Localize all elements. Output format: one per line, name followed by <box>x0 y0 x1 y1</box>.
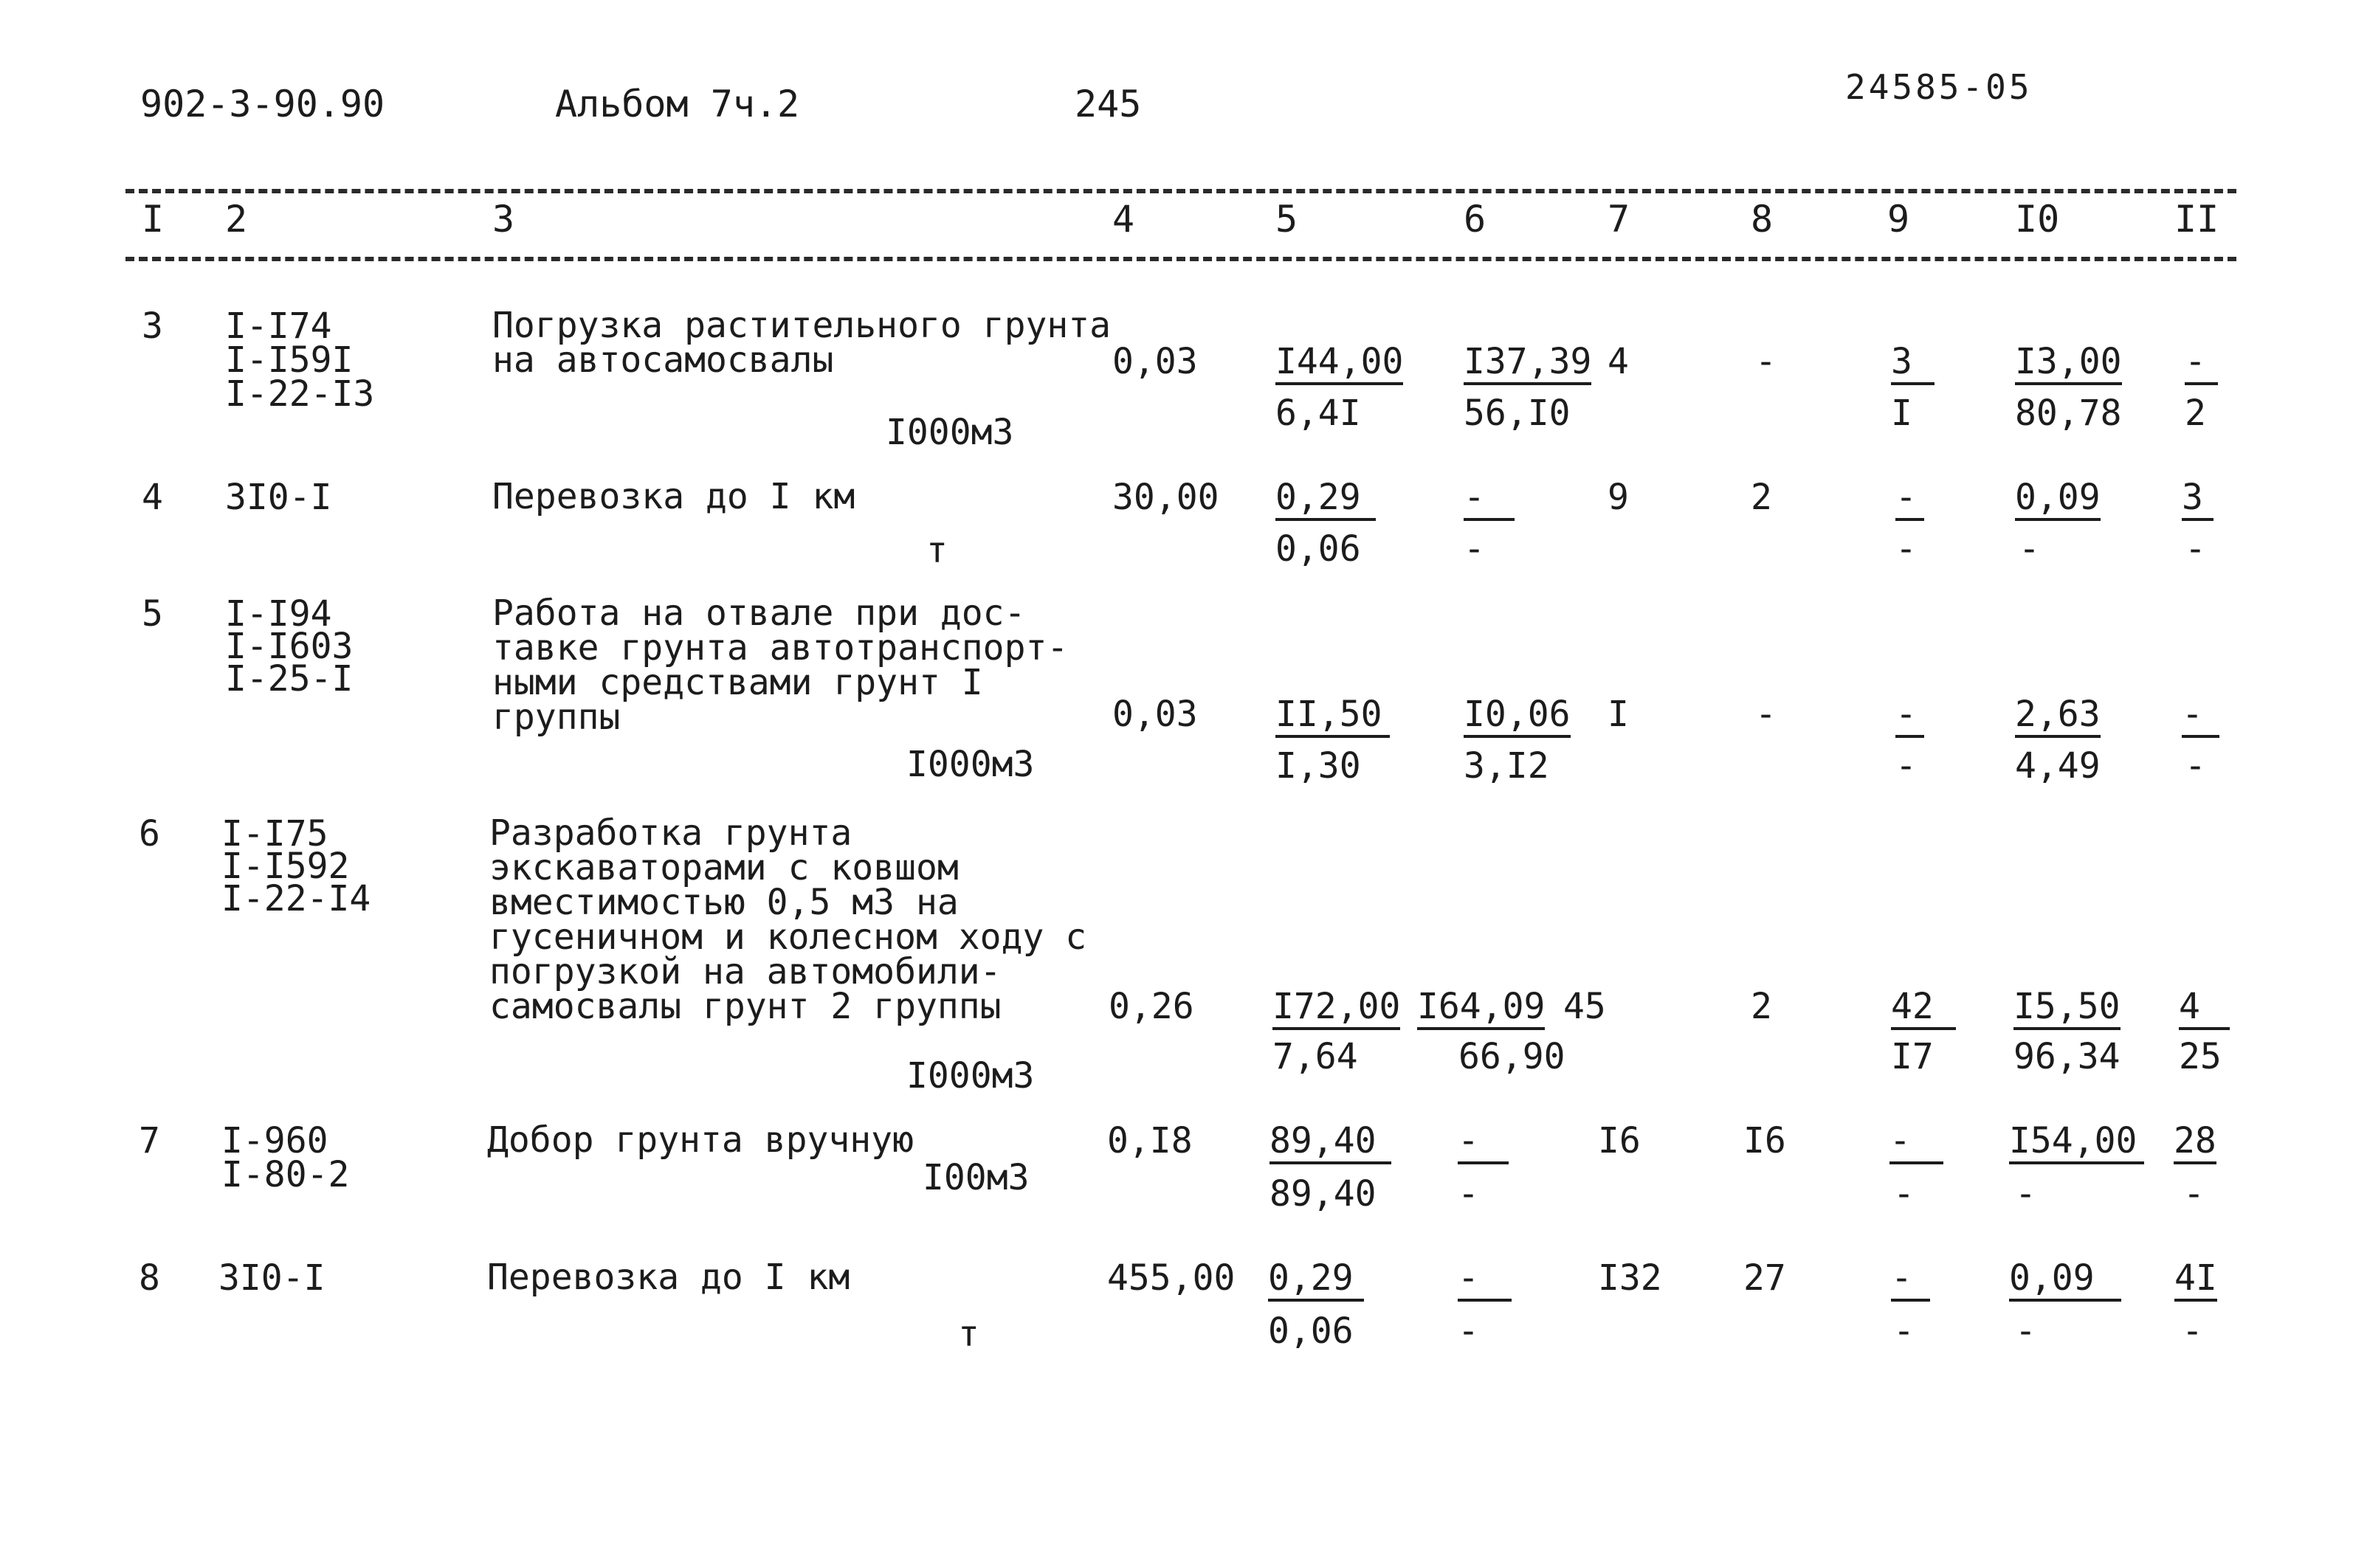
c11-bottom: - <box>2183 1173 2205 1215</box>
c10-bottom: - <box>2015 1173 2036 1215</box>
c10-bottom: - <box>2015 1310 2036 1352</box>
col-header-10: I0 <box>2015 198 2060 241</box>
c5-bottom: 89,40 <box>1269 1173 1377 1215</box>
c5-bottom: 0,06 <box>1268 1310 1354 1352</box>
c9-bottom: I7 <box>1891 1036 1934 1077</box>
col-header-5: 5 <box>1275 198 1298 241</box>
row-number: 7 <box>139 1120 160 1161</box>
c11-top: 28 <box>2174 1123 2216 1164</box>
c8: - <box>1755 341 1777 382</box>
norm-code: 3I0-I <box>218 1257 325 1299</box>
work-description: Добор грунта вручную <box>487 1119 914 1161</box>
c5-top: 0,29 <box>1268 1260 1364 1302</box>
work-description: группы <box>492 697 621 738</box>
c11-top: 3 <box>2182 480 2214 521</box>
work-description: Перевозка до I км <box>492 476 855 517</box>
c11-bottom: 25 <box>2179 1036 2222 1077</box>
col-header-11: II <box>2174 198 2219 241</box>
c10-bottom: 96,34 <box>2013 1036 2121 1077</box>
c11-bottom: - <box>2185 745 2206 787</box>
work-description: вместимостью 0,5 м3 на <box>489 882 959 923</box>
unit: т <box>958 1313 979 1355</box>
c11-top: - <box>2185 344 2218 385</box>
unit: I000м3 <box>906 1055 1035 1096</box>
work-description: экскаваторами с ковшом <box>489 847 959 888</box>
c5-top: 0,29 <box>1275 480 1376 521</box>
row-number: 8 <box>139 1257 160 1299</box>
quantity: 0,03 <box>1112 341 1198 382</box>
work-description: ными средствами грунт I <box>492 662 983 703</box>
unit: т <box>926 530 948 571</box>
c11-top: 4I <box>2174 1260 2217 1302</box>
col-header-2: 2 <box>225 198 248 241</box>
c9-top: 3 <box>1891 344 1935 385</box>
unit: I000м3 <box>906 744 1035 785</box>
c7: I <box>1608 694 1629 735</box>
col-header-7: 7 <box>1608 198 1630 241</box>
quantity: 30,00 <box>1112 477 1219 518</box>
norm-code: I-I59I <box>225 339 354 381</box>
c5-bottom: I,30 <box>1275 745 1361 787</box>
c8: - <box>1755 694 1777 735</box>
c5-bottom: 6,4I <box>1275 393 1361 434</box>
c9-top: 42 <box>1891 989 1956 1030</box>
work-description: тавке грунта автотранспорт- <box>492 627 1069 669</box>
norm-code: I-I592 <box>221 846 350 887</box>
c6-top: I0,06 <box>1464 697 1571 738</box>
col-header-4: 4 <box>1112 198 1135 241</box>
c6-top: - <box>1458 1260 1512 1302</box>
norm-code: I-25-I <box>225 658 354 700</box>
c9-top: - <box>1889 1123 1943 1164</box>
quantity: 0,26 <box>1109 986 1194 1027</box>
work-description: на автосамосвалы <box>492 339 834 381</box>
unit: I00м3 <box>923 1157 1030 1198</box>
c10-top: 0,09 <box>2009 1260 2121 1302</box>
c6-bottom: 66,90 <box>1458 1036 1565 1077</box>
c9-bottom: - <box>1893 1310 1915 1352</box>
c6-top: - <box>1458 1123 1509 1164</box>
c7: I6 <box>1598 1120 1641 1161</box>
c11-bottom: - <box>2182 1310 2203 1352</box>
c7: 9 <box>1608 477 1629 518</box>
unit: I000м3 <box>886 412 1014 453</box>
col-header-6: 6 <box>1464 198 1486 241</box>
norm-code: I-960 <box>221 1120 328 1161</box>
c9-top: - <box>1895 480 1924 521</box>
c5-top: 89,40 <box>1269 1123 1391 1164</box>
work-description: погрузкой на автомобили- <box>489 951 1002 992</box>
c11-bottom: - <box>2185 528 2206 570</box>
row-number: 3 <box>142 305 163 347</box>
norm-code: I-22-I4 <box>221 878 371 919</box>
c9-top: - <box>1891 1260 1930 1302</box>
c5-top: I72,00 <box>1272 989 1400 1030</box>
work-description: Погрузка растительного грунта <box>492 305 1112 346</box>
c6-top: - <box>1464 480 1515 521</box>
quantity: 0,03 <box>1112 694 1198 735</box>
c10-top: I3,00 <box>2015 344 2122 385</box>
norm-code: I-I74 <box>225 305 332 347</box>
c10-top: I54,00 <box>2009 1123 2144 1164</box>
c9-top: - <box>1895 697 1924 738</box>
c10-bottom: 80,78 <box>2015 393 2122 434</box>
c6-bottom: 56,I0 <box>1464 393 1571 434</box>
c7: 4 <box>1608 341 1629 382</box>
work-description: самосвалы грунт 2 группы <box>489 986 1002 1027</box>
c8: 2 <box>1751 986 1772 1027</box>
table-header-rule <box>125 257 2236 261</box>
col-header-9: 9 <box>1887 198 1910 241</box>
page-number: 245 <box>1075 83 1142 125</box>
c6-bottom: 3,I2 <box>1464 745 1549 787</box>
doc-code: 902-3-90.90 <box>140 83 385 125</box>
work-description: гусеничном и колесном ходу с <box>489 916 1087 958</box>
c8: 2 <box>1751 477 1772 518</box>
norm-code: I-I75 <box>221 813 328 854</box>
c8: 27 <box>1743 1257 1786 1299</box>
norm-code: I-80-2 <box>221 1154 350 1195</box>
norm-code: 3I0-I <box>225 477 332 518</box>
c6-top: I37,39 <box>1464 344 1591 385</box>
c5-bottom: 7,64 <box>1272 1036 1358 1077</box>
col-header-8: 8 <box>1751 198 1774 241</box>
c5-top: I44,00 <box>1275 344 1403 385</box>
c9-bottom: I <box>1891 393 1912 434</box>
c6-bottom: - <box>1464 528 1485 570</box>
c8: I6 <box>1743 1120 1786 1161</box>
work-description: Работа на отвале при дос- <box>492 593 1026 634</box>
row-number: 4 <box>142 477 163 518</box>
c7: 45 <box>1563 986 1606 1027</box>
table-top-rule <box>125 189 2236 193</box>
c11-top: 4 <box>2179 989 2230 1030</box>
c6-top: I64,09 <box>1417 989 1545 1030</box>
c5-top: II,50 <box>1275 697 1390 738</box>
quantity: 455,00 <box>1107 1257 1236 1299</box>
row-number: 5 <box>142 593 163 635</box>
sheet-code: 24585-05 <box>1845 67 2033 107</box>
c10-bottom: - <box>2019 528 2040 570</box>
c9-bottom: - <box>1895 528 1917 570</box>
work-description: Перевозка до I км <box>487 1257 850 1298</box>
c9-bottom: - <box>1893 1173 1915 1215</box>
norm-code: I-22-I3 <box>225 373 375 415</box>
c11-top: - <box>2182 697 2219 738</box>
c6-bottom: - <box>1458 1173 1479 1215</box>
c11-bottom: 2 <box>2185 393 2206 434</box>
work-description: Разработка грунта <box>489 812 852 854</box>
c6-bottom: - <box>1458 1310 1479 1352</box>
norm-code: I-I603 <box>225 626 354 667</box>
c5-bottom: 0,06 <box>1275 528 1361 570</box>
norm-code: I-I94 <box>225 593 332 635</box>
col-header-3: 3 <box>492 198 515 241</box>
c10-top: I5,50 <box>2013 989 2121 1030</box>
c9-bottom: - <box>1895 745 1917 787</box>
album-label: Альбом 7ч.2 <box>555 83 800 125</box>
quantity: 0,I8 <box>1107 1120 1193 1161</box>
c7: I32 <box>1598 1257 1662 1299</box>
c10-bottom: 4,49 <box>2015 745 2101 787</box>
c10-top: 2,63 <box>2015 697 2101 738</box>
col-header-1: I <box>142 198 165 241</box>
row-number: 6 <box>139 813 160 854</box>
c10-top: 0,09 <box>2015 480 2101 521</box>
